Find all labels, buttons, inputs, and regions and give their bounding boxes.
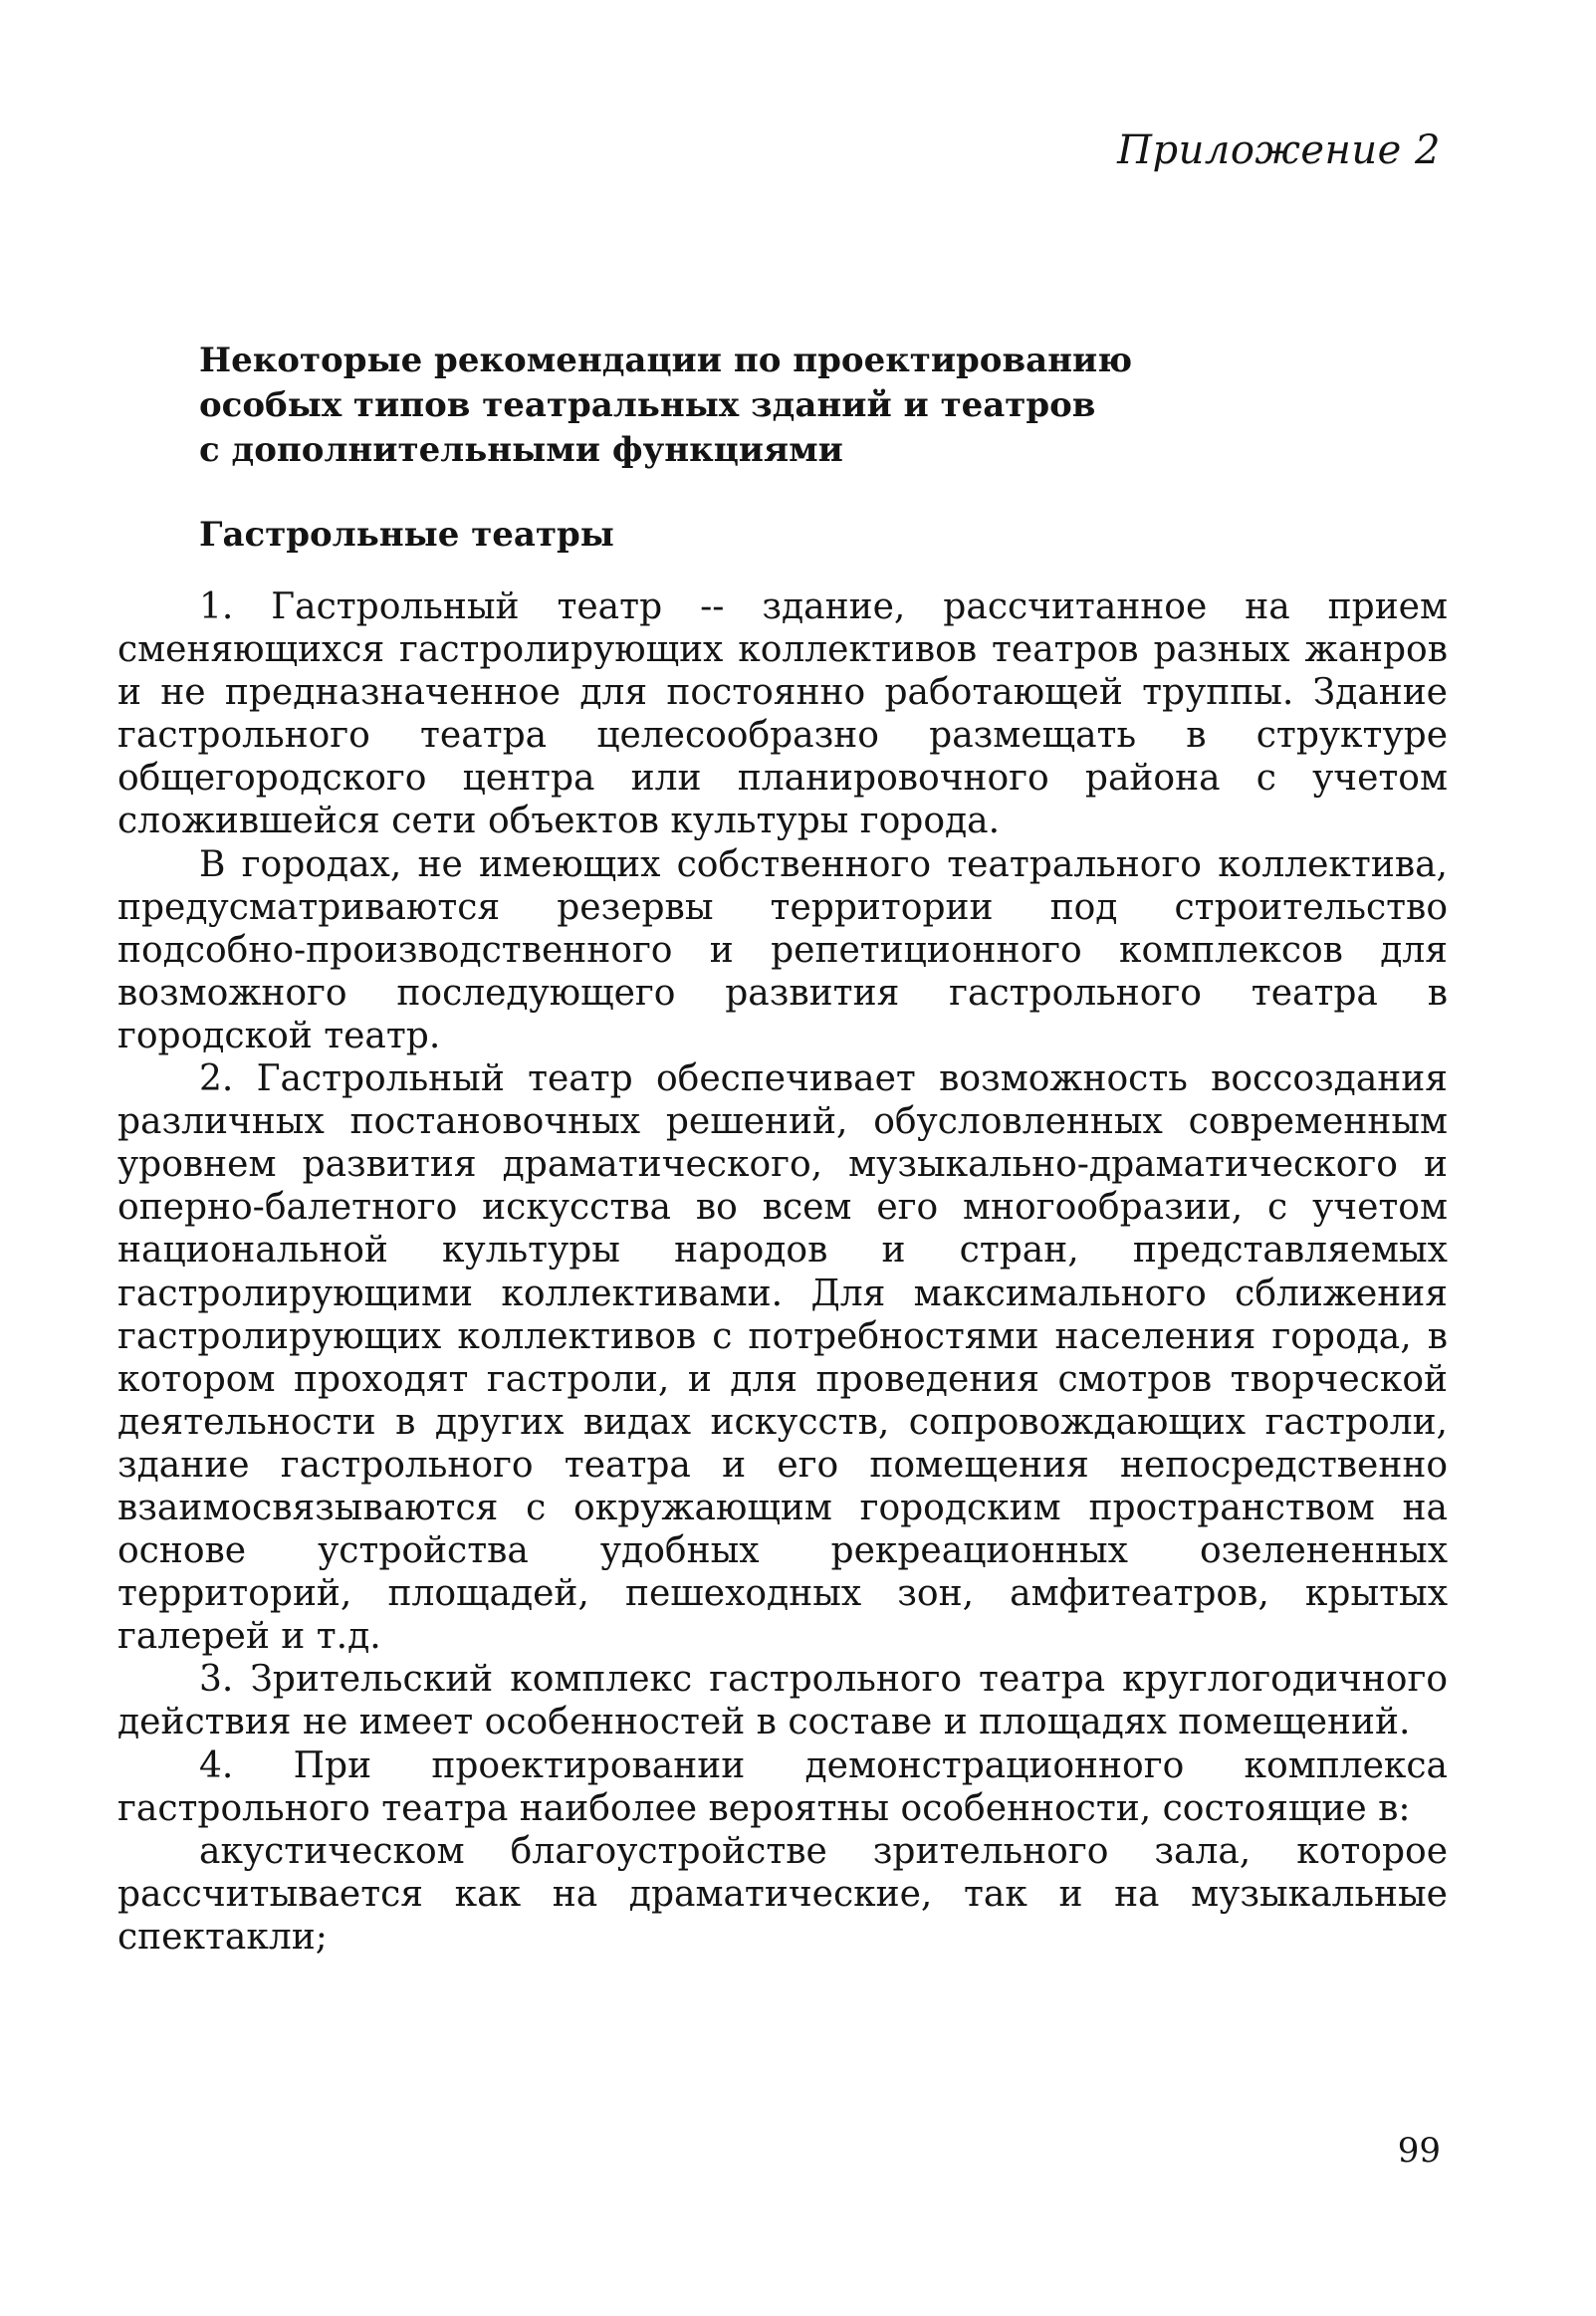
paragraph: В городах, не имеющих собственного театрального коллектива, предусматриваются резервы территории под строительство подсобно-производственного и репетиционного комплексов для возможного последующего развития гастрольного театра в городской театр. xyxy=(117,843,1448,1056)
paragraph: 4. При проектировании демонстрационного комплекса гастрольного театра наиболее вероятны особенности, состоящие в: xyxy=(117,1744,1448,1829)
body-text xyxy=(117,585,1448,1959)
title-line: Некоторые рекомендации по проектированию xyxy=(199,341,1133,380)
paragraph: 1. Гастрольный театр -- здание, рассчитанное на прием сменяющихся гастролирующих коллективов театров разных жанров и не предназначенное для постоянно работающей труппы. Здание гастрольного театра целесообразно размещать в структуре общегородского центра или планировочного района с учетом сложившейся сети объектов культуры города. xyxy=(117,586,1448,842)
title-line: особых типов театральных зданий и театров xyxy=(199,385,1096,425)
title-line: с дополнительными функциями xyxy=(199,430,843,470)
paragraph: 2. Гастрольный театр обеспечивает возможность воссоздания различных постановочных решений, обусловленных современным уровнем развития драматического, музыкально-драматического и оперно-балетного искусства во всем его многообразии, с учетом национальной культуры народов и стран, представляемых гастролирующими коллективами. Для максимального сближения гастролирующих коллективов с потребностями населения города, в котором проходят гастроли, и для проведения смотров творческой деятельности в других видах искусств, сопровождающих гастроли, здание гастрольного театра и его помещения непосредственно взаимосвязываются с окружающим городским пространством на основе устройства удобных рекреационных озелененных территорий, площадей, пешеходных зон, амфитеатров, крытых галерей и т.д. xyxy=(117,1058,1448,1658)
section-heading: Гастрольные театры xyxy=(199,515,614,555)
paragraph: акустическом благоустройстве зрительного зала, которое рассчитывается как на драматические, так и на музыкальные спектакли; xyxy=(117,1830,1448,1958)
document-title xyxy=(199,339,1314,473)
paragraph: 3. Зрительский комплекс гастрольного театра круглогодичного действия не имеет особенностей в составе и площадях помещений. xyxy=(117,1659,1448,1743)
page-number: 99 xyxy=(1397,2131,1441,2171)
appendix-label: Приложение 2 xyxy=(1117,127,1441,173)
